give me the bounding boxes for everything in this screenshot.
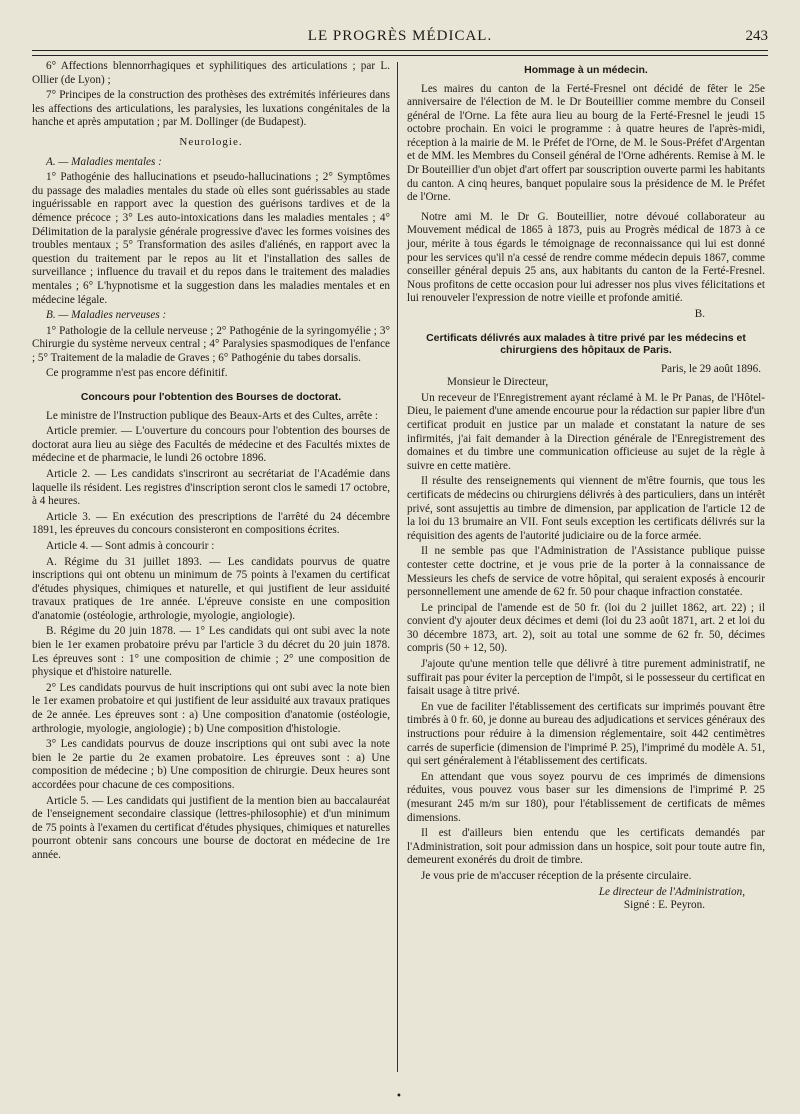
neurology-heading: Neurologie. — [179, 135, 243, 148]
letter-paragraph-2: Il résulte des renseignements qui viennent de m'être fournis, que tous les certificats de médecins ou chirurgiens délivrés à des particuliers, dans un intérêt privé, sont assujettis au timbre de dimension, par application de l'article 12 de la loi du 13 brumaire an VII. Font seuls exception les certificats délivrés sur la réquisition des agents de l'autorité judiciaire ou de la force armée. — [407, 475, 765, 542]
article-5: Article 5. — Les candidats qui justifient de la mention bien au baccalauréat de l'enseignement secondaire classique (lettres-philosophie) et d'un minimum de 75 points à l'examen du certificat d'études physiques, chimiques et naturelles pourront obtenir sans concours une bourse de doctorat en médecine de 1re année. — [32, 794, 390, 861]
regime-a: A. Régime du 31 juillet 1893. — Les candidats pourvus de quatre inscriptions qui ont obtenu un minimum de 75 points à l'examen du certificat d'études physiques, chimiques et naturelle, et qui justifient de leur assiduité travaux pratiques de 1re année. L'épreuve consiste en une composition d'anatomie (ostéologie, arthrologie, myologie, angiologie). — [32, 555, 390, 622]
letter-paragraph-6: En vue de faciliter l'établissement des certificats sur imprimés pouvant être timbrés à 0 fr. 60, je donne au bureau des adjudications et services généraux des instructions pour réduire à la dimension réglementaire, soit 442 centimètres carrés de superficie (dimension de l'imprimé P. 25), l'imprimé du modèle A. 51, qui sert généralement à l'établissement des certificats. — [407, 700, 765, 768]
article-3: Article 3. — En exécution des prescriptions de l'arrêté du 24 décembre 1891, les épreuves du concours consisteront en compositions écrites. — [32, 510, 390, 537]
regime-b-1: B. Régime du 20 juin 1878. — 1° Les candidats qui ont subi avec la note bien le 1er examen probatoire prévu par l'article 3 du décret du 20 juin 1878. Les épreuves sont : 1° une composition de chimie ; 2° une composition de physique et d'histoire naturelle. — [32, 625, 390, 679]
concours-intro: Le ministre de l'Instruction publique des Beaux-Arts et des Cultes, arrête : — [46, 409, 378, 422]
nervous-diseases-text: 1° Pathologie de la cellule nerveuse ; 2° Pathogénie de la syringomyélie ; 3° Chirurgie du système nerveux central ; 4° Paralysies spasmodiques de l'enfance ; 5° Traitement de la maladie de Graves ; 6° Pathogénie du tabes dorsalis. — [32, 324, 390, 364]
article-4: Article 4. — Sont admis à concourir : — [46, 539, 215, 552]
hommage-heading: Hommage à un médecin. — [524, 64, 648, 76]
concours-heading: Concours pour l'obtention des Bourses de doctorat. — [80, 391, 342, 404]
regime-b-3: 3° Les candidats pourvus de douze inscriptions qui ont subi avec la note bien le 2e partie du 2e examen probatoire. Les épreuves sont : a) Une composition de médecine ; b) Une composition de chirurgie. Deux heures sont accordées pour chacune de ces compositions. — [32, 738, 390, 791]
page-header — [32, 28, 768, 52]
letter-paragraph-1: Un receveur de l'Enregistrement ayant réclamé à M. le Pr Panas, de l'Hôtel-Dieu, le paiement d'une amende encourue pour la rédaction sur papier libre d'un certificat produit en justice par un malade et constatant la nature de ses infirmités, j'ai fait demander à la Direction générale de l'Enregistrement des domaines et du timbre une communication officieuse au sujet de la règle à suivre en cette matière. — [407, 391, 765, 472]
congress-item-7: 7° Principes de la construction des prothèses des extrémités inférieures dans les affections des articulations, les paralysies, les luxations congénitales de la hanche et après amputation ; par M. Dollinger (de Budapest). — [32, 89, 390, 129]
hommage-paragraph-2: Notre ami M. le Dr G. Bouteillier, notre dévoué collaborateur au Mouvement médical de 1865 à 1873, puis au Progrès médical de 1873 à ce jour, mérite à tous égards le témoignage de reconnaissance qui lui est donné pour les services qu'il n'a cessé de rendre comme médecin depuis 1867, comme conseiller général depuis 25 ans, aux habitants du canton de la Ferté-Fresnel. Nous profitons de cette occasion pour lui adresser nos plus vives félicitations et lui renouveler l'expression de notre vieille et profonde amitié. — [407, 210, 765, 305]
program-note: Ce programme n'est pas encore définitif. — [46, 367, 228, 380]
letter-paragraph-4: Le principal de l'amende est de 50 fr. (loi du 2 juillet 1862, art. 22) ; il convient d'y ajouter deux décimes et demi (loi du 23 août 1871, art. 2 et loi du 30 décembre 1873, art. 2), soit au total une somme de 62 fr. 50, décimes compris (50 + 12, 50). — [407, 601, 765, 655]
letter-paragraph-9: Je vous prie de m'accuser réception de la présente circulaire. — [421, 869, 692, 882]
certificats-heading: Certificats délivrés aux malades à titre privé par les médecins et chirurgiens des hôpitaux de Paris. — [426, 331, 746, 357]
nervous-diseases-label: B. — Maladies nerveuses : — [46, 309, 167, 322]
mental-diseases-text: 1° Pathogénie des hallucinations et pseudo-hallucinations ; 2° Symptômes du passage des maladies mentales du stade où elles sont guérissables au stade inguérissable en rapport avec la question des guérisons tardives et de la démence précoce ; 3° Les auto-intoxications dans les maladies mentales ; 4° Délimitation de la paralysie générale progressive d'avec les formes voisines des troubles mentaux ; 5° Transformation des asiles d'aliénés, en rapport avec la question du traitement par le repos au lit et l'installation des salles de surveillance ; influence du travail et du repos dans le traitement des maladies mentales ; 6° L'hypnotisme et la suggestion dans les maladies mentales et en médecine légale. — [32, 171, 390, 306]
column-divider — [397, 62, 398, 1072]
article-1: Article premier. — L'ouverture du concours pour l'obtention des bourses de doctorat aura lieu au siège des Facultés de médecine et des Facultés mixtes de médecine et de pharmacie, le lundi 26 octobre 1896. — [32, 425, 390, 465]
congress-item-6: 6° Affections blennorrhagiques et syphilitiques des articulations ; par L. Ollier (de Lyon) ; — [32, 60, 390, 86]
left-column — [32, 60, 390, 865]
letter-paragraph-3: Il ne semble pas que l'Administration de l'Assistance publique puisse contester cette doctrine, et je vous prie de la porter à la connaissance de Messieurs les chefs de service de votre hôpital, qui seraient exposés à encourir personnellement une amende de 62 fr. 50 pour chaque infraction constatée. — [407, 545, 765, 599]
article-2: Article 2. — Les candidats s'inscriront au secrétariat de l'Académie dans laquelle ils résident. Les registres d'inscription seront clos le samedi 17 octobre, à 4 heures. — [32, 467, 390, 508]
letter-paragraph-7: En attendant que vous soyez pourvu de ces imprimés de dimensions réduites, vous pouvez vous baser sur les dimensions de l'imprimé P. 25 (mesurant 245 m/m sur 180), pour l'établissement de certificats de mêmes dimensions. — [407, 770, 765, 824]
page-number: 243 — [745, 28, 768, 44]
regime-b-2: 2° Les candidats pourvus de huit inscriptions qui ont subi avec la note bien le 1er examen probatoire et qui justifient de leur assiduité aux travaux pratiques de 2e année. Les épreuves sont : a) Une composition d'anatomie (ostéologie, arthrologie, myologie, angiologie) ; b) Une composition d'histologie. — [32, 681, 390, 735]
letter-signature-name: Signé : E. Peyron. — [623, 899, 705, 912]
footer-bullet: • — [396, 1091, 402, 1102]
letter-date: Paris, le 29 août 1896. — [660, 362, 761, 375]
journal-title: LE PROGRÈS MÉDICAL. — [307, 28, 493, 44]
header-rule — [32, 50, 768, 56]
mental-diseases-label: A. — Maladies mentales : — [46, 155, 162, 168]
letter-paragraph-5: J'ajoute qu'une mention telle que délivré à titre purement administratif, ne suffirait pas pour éviter la perception de l'impôt, si le possesseur du certificat en faisait usage à titre privé. — [407, 658, 765, 698]
letter-paragraph-8: Il est d'ailleurs bien entendu que les certificats demandés par l'Administration, soit pour admission dans un hospice, soit pour toute autre fin, demeurent exonérés du droit de timbre. — [407, 827, 765, 867]
letter-salutation: Monsieur le Directeur, — [447, 376, 549, 389]
hommage-signature: B. — [694, 308, 705, 320]
right-column — [407, 60, 765, 913]
letter-signature-title: Le directeur de l'Administration, — [598, 885, 745, 898]
hommage-paragraph-1: Les maires du canton de la Ferté-Fresnel ont décidé de fêter le 25e anniversaire de l'élection de M. le Dr Bouteillier comme membre du Conseil général de l'Orne. La fête aura lieu au bourg de la Ferté-Fresnel le jeudi 15 octobre prochain. En voici le programme : à quatre heures de l'après-midi, réception à la mairie de M. le Préfet de l'Orne, de M. le Sous-Préfet d'Argentan et de MM. les Membres du Conseil général de l'Orne adhérents. Remise à M. le Dr Bouteillier d'un objet d'art offert par souscription ouverte parmi les habitants du canton. A cinq heures, banquet populaire sous la présidence de M. le Préfet de l'Orne. — [407, 82, 765, 204]
